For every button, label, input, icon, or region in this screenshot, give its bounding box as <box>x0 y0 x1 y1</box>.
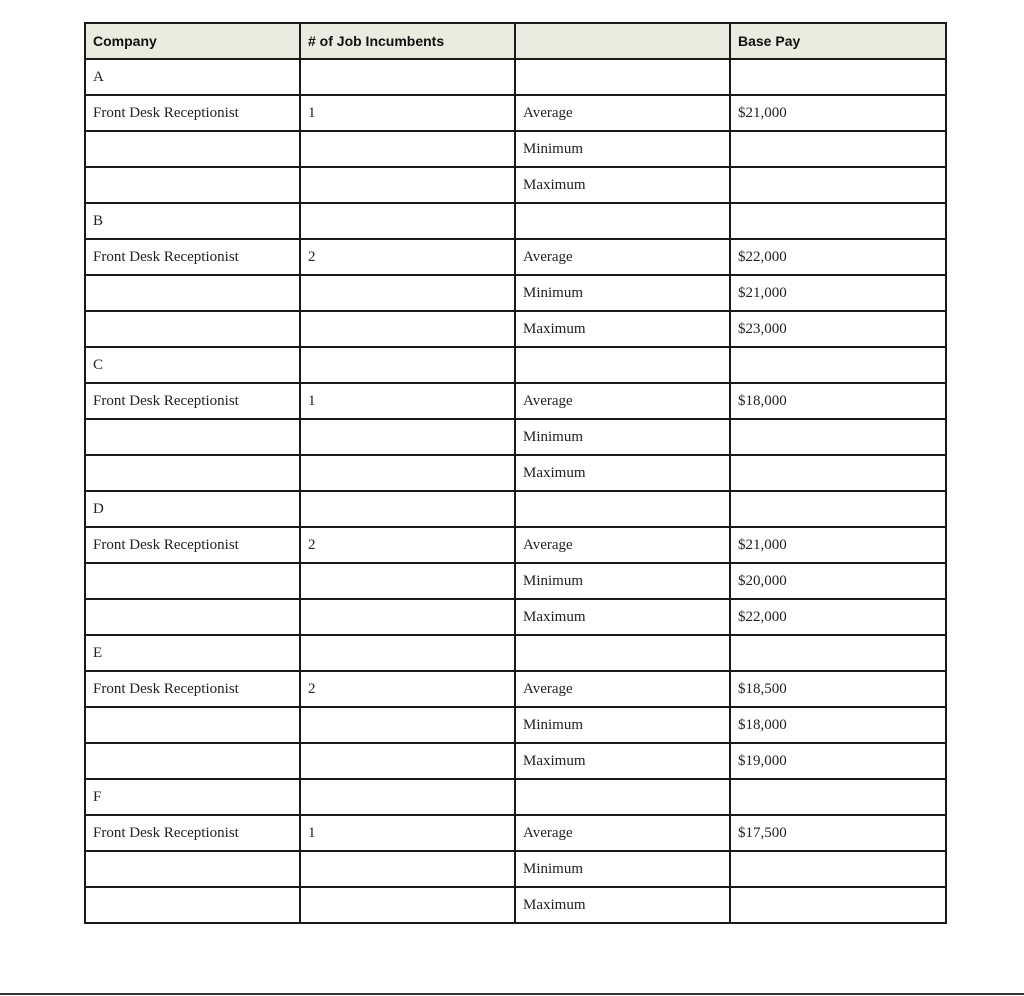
stat-label: Maximum <box>515 887 730 923</box>
empty-cell <box>85 563 300 599</box>
company-name: C <box>85 347 300 383</box>
empty-cell <box>730 779 946 815</box>
job-title: Front Desk Receptionist <box>85 527 300 563</box>
job-title: Front Desk Receptionist <box>85 95 300 131</box>
stat-label: Minimum <box>515 131 730 167</box>
empty-cell <box>300 275 515 311</box>
base-pay-value: $23,000 <box>730 311 946 347</box>
base-pay-value <box>730 419 946 455</box>
empty-cell <box>300 851 515 887</box>
empty-cell <box>300 635 515 671</box>
stat-row-minimum <box>85 851 946 887</box>
stat-label: Minimum <box>515 419 730 455</box>
stat-row-maximum <box>85 887 946 923</box>
empty-cell <box>730 635 946 671</box>
stat-row-average <box>85 527 946 563</box>
header-incumbents: # of Job Incumbents <box>300 23 515 59</box>
job-title: Front Desk Receptionist <box>85 671 300 707</box>
stat-row-minimum <box>85 707 946 743</box>
job-title: Front Desk Receptionist <box>85 383 300 419</box>
base-pay-value <box>730 455 946 491</box>
job-title: Front Desk Receptionist <box>85 239 300 275</box>
base-pay-value: $18,000 <box>730 383 946 419</box>
empty-cell <box>85 419 300 455</box>
stat-row-minimum <box>85 563 946 599</box>
stat-label: Minimum <box>515 707 730 743</box>
stat-label: Maximum <box>515 599 730 635</box>
incumbents-count: 1 <box>300 815 515 851</box>
header-base-pay: Base Pay <box>730 23 946 59</box>
empty-cell <box>85 887 300 923</box>
empty-cell <box>85 851 300 887</box>
empty-cell <box>85 707 300 743</box>
base-pay-value: $20,000 <box>730 563 946 599</box>
incumbents-count: 2 <box>300 527 515 563</box>
stat-row-maximum <box>85 455 946 491</box>
stat-label: Maximum <box>515 743 730 779</box>
company-name: E <box>85 635 300 671</box>
empty-cell <box>300 779 515 815</box>
stat-row-minimum <box>85 275 946 311</box>
stat-row-maximum <box>85 167 946 203</box>
empty-cell <box>730 491 946 527</box>
base-pay-value: $18,000 <box>730 707 946 743</box>
stat-row-average <box>85 815 946 851</box>
stat-row-maximum <box>85 599 946 635</box>
base-pay-value <box>730 131 946 167</box>
base-pay-value: $21,000 <box>730 275 946 311</box>
base-pay-value: $22,000 <box>730 239 946 275</box>
empty-cell <box>300 131 515 167</box>
stat-label: Average <box>515 671 730 707</box>
base-pay-value <box>730 887 946 923</box>
base-pay-value <box>730 851 946 887</box>
empty-cell <box>85 311 300 347</box>
empty-cell <box>515 203 730 239</box>
empty-cell <box>300 203 515 239</box>
stat-row-minimum <box>85 419 946 455</box>
company-row <box>85 347 946 383</box>
empty-cell <box>730 203 946 239</box>
company-name: F <box>85 779 300 815</box>
empty-cell <box>300 347 515 383</box>
stat-label: Minimum <box>515 851 730 887</box>
stat-label: Minimum <box>515 275 730 311</box>
stat-label: Maximum <box>515 167 730 203</box>
empty-cell <box>300 311 515 347</box>
base-pay-value: $22,000 <box>730 599 946 635</box>
stat-label: Average <box>515 527 730 563</box>
empty-cell <box>300 563 515 599</box>
company-name: A <box>85 59 300 95</box>
stat-row-average <box>85 383 946 419</box>
header-row <box>85 23 946 59</box>
company-name: B <box>85 203 300 239</box>
company-row <box>85 59 946 95</box>
company-name: D <box>85 491 300 527</box>
base-pay-value: $17,500 <box>730 815 946 851</box>
company-row <box>85 203 946 239</box>
empty-cell <box>300 707 515 743</box>
empty-cell <box>85 131 300 167</box>
page-bottom-divider <box>0 993 1024 995</box>
stat-row-maximum <box>85 743 946 779</box>
company-row <box>85 491 946 527</box>
empty-cell <box>515 59 730 95</box>
empty-cell <box>300 419 515 455</box>
empty-cell <box>300 455 515 491</box>
base-pay-table <box>84 22 947 924</box>
empty-cell <box>730 347 946 383</box>
empty-cell <box>300 167 515 203</box>
stat-label: Maximum <box>515 311 730 347</box>
empty-cell <box>300 887 515 923</box>
empty-cell <box>85 599 300 635</box>
empty-cell <box>85 743 300 779</box>
empty-cell <box>515 491 730 527</box>
base-pay-value: $19,000 <box>730 743 946 779</box>
company-row <box>85 635 946 671</box>
stat-row-average <box>85 95 946 131</box>
base-pay-value: $21,000 <box>730 527 946 563</box>
empty-cell <box>85 275 300 311</box>
stat-label: Average <box>515 95 730 131</box>
empty-cell <box>515 779 730 815</box>
base-pay-value: $21,000 <box>730 95 946 131</box>
empty-cell <box>85 455 300 491</box>
empty-cell <box>515 347 730 383</box>
job-title: Front Desk Receptionist <box>85 815 300 851</box>
stat-label: Average <box>515 239 730 275</box>
stat-label: Minimum <box>515 563 730 599</box>
empty-cell <box>300 743 515 779</box>
empty-cell <box>85 167 300 203</box>
stat-row-minimum <box>85 131 946 167</box>
incumbents-count: 1 <box>300 383 515 419</box>
stat-label: Average <box>515 815 730 851</box>
incumbents-count: 2 <box>300 671 515 707</box>
base-pay-value <box>730 167 946 203</box>
empty-cell <box>300 59 515 95</box>
header-company: Company <box>85 23 300 59</box>
incumbents-count: 2 <box>300 239 515 275</box>
empty-cell <box>730 59 946 95</box>
incumbents-count: 1 <box>300 95 515 131</box>
stat-label: Maximum <box>515 455 730 491</box>
header-stat <box>515 23 730 59</box>
empty-cell <box>515 635 730 671</box>
empty-cell <box>300 599 515 635</box>
stat-label: Average <box>515 383 730 419</box>
stat-row-average <box>85 239 946 275</box>
base-pay-value: $18,500 <box>730 671 946 707</box>
company-row <box>85 779 946 815</box>
stat-row-average <box>85 671 946 707</box>
stat-row-maximum <box>85 311 946 347</box>
empty-cell <box>300 491 515 527</box>
